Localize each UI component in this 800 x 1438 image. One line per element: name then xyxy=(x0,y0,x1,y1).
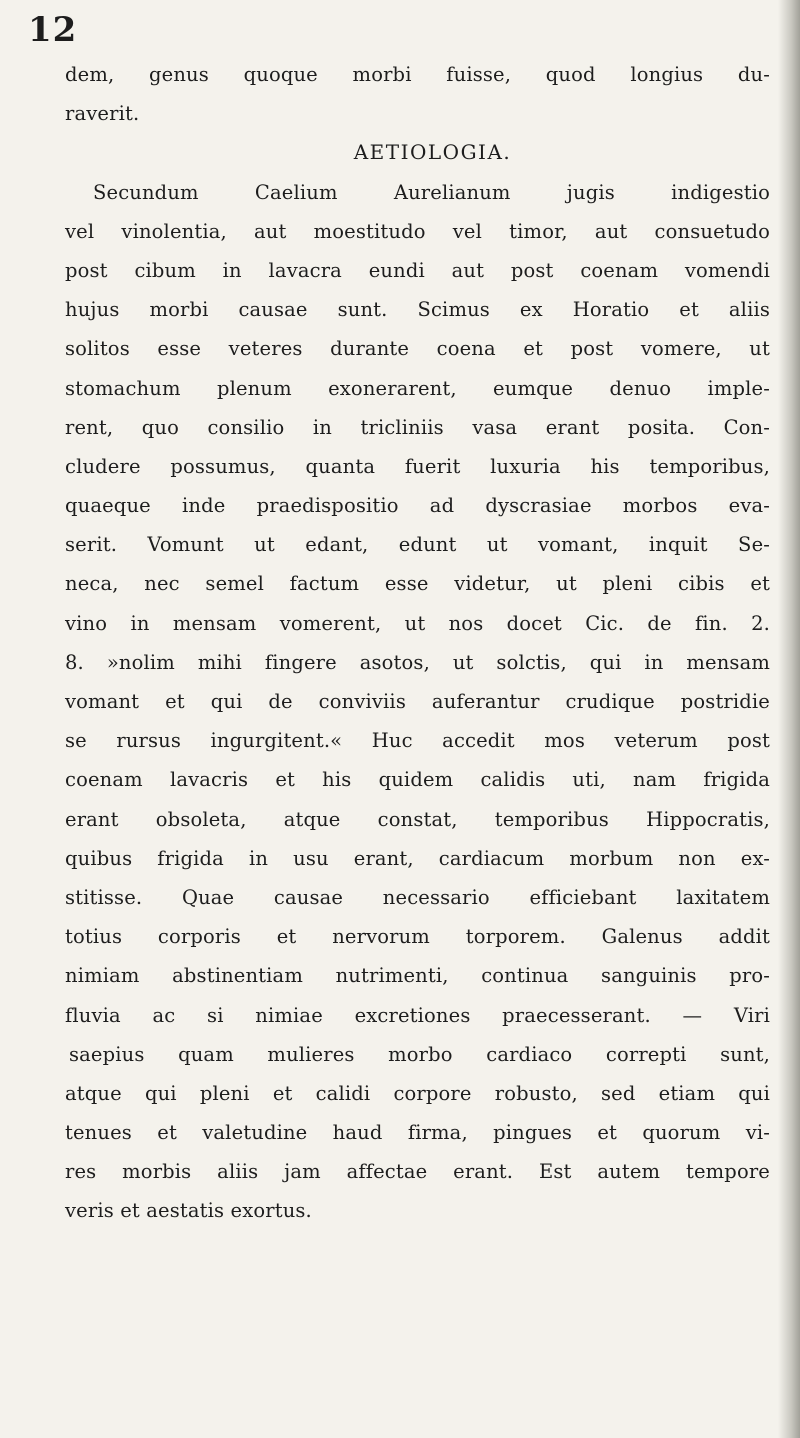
text-line: atque qui pleni et calidi corpore robusto, sed etiam qui xyxy=(65,1081,770,1105)
text-line: quaeque inde praedispositio ad dyscrasiae morbos eva- xyxy=(65,494,770,518)
text-line: veris et aestatis exortus. xyxy=(65,1199,312,1223)
page-edge-shadow xyxy=(778,0,800,1438)
text-line: res morbis aliis jam affectae erant. Est autem tempore xyxy=(65,1160,770,1184)
body-text xyxy=(65,55,770,1231)
text-line: post cibum in lavacra eundi aut post coenam vomendi xyxy=(65,258,770,282)
text-line: raverit. xyxy=(65,102,140,126)
text-line: 8. »nolim mihi fingere asotos, ut solctis, qui in mensam xyxy=(65,650,770,674)
text-line: rent, quo consilio in tricliniis vasa erant posita. Con- xyxy=(65,415,770,439)
text-line: stomachum plenum exonerarent, eumque denuo imple- xyxy=(65,376,770,400)
text-line: hujus morbi causae sunt. Scimus ex Horatio et aliis xyxy=(65,298,770,322)
text-line: neca, nec semel factum esse videtur, ut pleni cibis et xyxy=(65,572,770,596)
text-line: erant obsoleta, atque constat, temporibus Hippocratis, xyxy=(65,807,770,831)
text-line: tenues et valetudine haud firma, pingues et quorum vi- xyxy=(65,1121,770,1145)
text-line: serit. Vomunt ut edant, edunt ut vomant, inquit Se- xyxy=(65,533,770,557)
page-number: 12 xyxy=(28,10,78,50)
text-line: vel vinolentia, aut moestitudo vel timor, aut consuetudo xyxy=(65,219,770,243)
text-line: se rursus ingurgitent.« Huc accedit mos veterum post xyxy=(65,729,770,753)
text-line: Secundum Caelium Aurelianum jugis indigestio xyxy=(93,180,770,204)
text-line: nimiam abstinentiam nutrimenti, continua sanguinis pro- xyxy=(65,964,770,988)
text-line: coenam lavacris et his quidem calidis uti, nam frigida xyxy=(65,768,770,792)
text-line: dem, genus quoque morbi fuisse, quod longius du- xyxy=(65,63,770,86)
text-line: cludere possumus, quanta fuerit luxuria his temporibus, xyxy=(65,454,770,478)
text-line: saepius quam mulieres morbo cardiaco correpti sunt, xyxy=(69,1042,770,1066)
section-heading: AETIOLOGIA. xyxy=(353,140,512,165)
text-line: fluvia ac si nimiae excretiones praecesserant. — Viri xyxy=(65,1003,770,1027)
text-line: quibus frigida in usu erant, cardiacum morbum non ex- xyxy=(65,846,770,870)
text-line: vomant et qui de conviviis auferantur crudique postridie xyxy=(65,690,770,713)
text-line: stitisse. Quae causae necessario efficiebant laxitatem xyxy=(65,885,770,909)
text-line: vino in mensam vomerent, ut nos docet Cic. de fin. 2. xyxy=(65,611,770,635)
text-line: totius corporis et nervorum torporem. Galenus addit xyxy=(65,925,770,949)
text-line: solitos esse veteres durante coena et post vomere, ut xyxy=(65,337,770,361)
